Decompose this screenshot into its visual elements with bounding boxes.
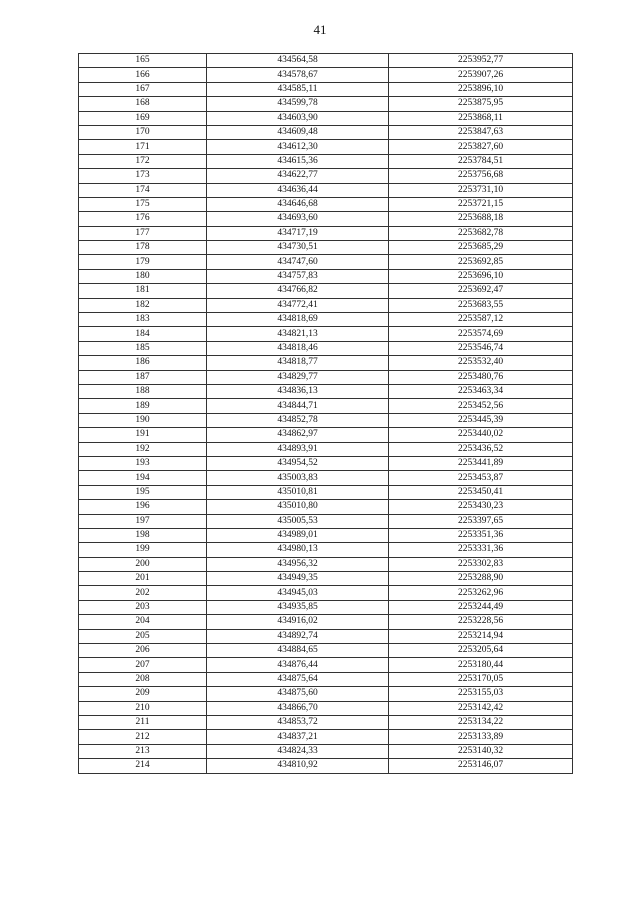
y-coordinate-cell: 2253288,90: [389, 572, 573, 586]
y-coordinate-cell: 2253683,55: [389, 298, 573, 312]
table-row: [79, 658, 573, 672]
point-number-cell: 206: [79, 644, 207, 658]
table-row: [79, 284, 573, 298]
x-coordinate-cell: 434935,85: [207, 600, 389, 614]
y-coordinate-cell: 2253907,26: [389, 68, 573, 82]
x-coordinate-cell: 434578,67: [207, 68, 389, 82]
x-coordinate-cell: 434585,11: [207, 82, 389, 96]
table-row: [79, 370, 573, 384]
table-row: [79, 68, 573, 82]
y-coordinate-cell: 2253445,39: [389, 413, 573, 427]
point-number-cell: 165: [79, 54, 207, 68]
table-row: [79, 241, 573, 255]
table-row: [79, 557, 573, 571]
y-coordinate-cell: 2253397,65: [389, 514, 573, 528]
y-coordinate-cell: 2253133,89: [389, 730, 573, 744]
x-coordinate-cell: 434646,68: [207, 197, 389, 211]
y-coordinate-cell: 2253436,52: [389, 442, 573, 456]
x-coordinate-cell: 434766,82: [207, 284, 389, 298]
point-number-cell: 170: [79, 125, 207, 139]
point-number-cell: 183: [79, 313, 207, 327]
x-coordinate-cell: 434916,02: [207, 615, 389, 629]
x-coordinate-cell: 434980,13: [207, 543, 389, 557]
table-row: [79, 197, 573, 211]
y-coordinate-cell: 2253480,76: [389, 370, 573, 384]
point-number-cell: 187: [79, 370, 207, 384]
point-number-cell: 169: [79, 111, 207, 125]
x-coordinate-cell: 434837,21: [207, 730, 389, 744]
x-coordinate-cell: 435005,53: [207, 514, 389, 528]
x-coordinate-cell: 434853,72: [207, 715, 389, 729]
x-coordinate-cell: 434757,83: [207, 269, 389, 283]
table-row: [79, 744, 573, 758]
table-row: [79, 255, 573, 269]
x-coordinate-cell: 434956,32: [207, 557, 389, 571]
point-number-cell: 202: [79, 586, 207, 600]
point-number-cell: 184: [79, 327, 207, 341]
point-number-cell: 185: [79, 341, 207, 355]
x-coordinate-cell: 434844,71: [207, 399, 389, 413]
table-row: [79, 442, 573, 456]
y-coordinate-cell: 2253180,44: [389, 658, 573, 672]
x-coordinate-cell: 434810,92: [207, 759, 389, 773]
y-coordinate-cell: 2253696,10: [389, 269, 573, 283]
y-coordinate-cell: 2253574,69: [389, 327, 573, 341]
y-coordinate-cell: 2253430,23: [389, 500, 573, 514]
point-number-cell: 167: [79, 82, 207, 96]
point-number-cell: 195: [79, 485, 207, 499]
y-coordinate-cell: 2253142,42: [389, 701, 573, 715]
y-coordinate-cell: 2253587,12: [389, 313, 573, 327]
point-number-cell: 175: [79, 197, 207, 211]
point-number-cell: 173: [79, 169, 207, 183]
point-number-cell: 213: [79, 744, 207, 758]
table-row: [79, 269, 573, 283]
x-coordinate-cell: 434636,44: [207, 183, 389, 197]
table-row: [79, 169, 573, 183]
x-coordinate-cell: 434615,36: [207, 154, 389, 168]
point-number-cell: 214: [79, 759, 207, 773]
y-coordinate-cell: 2253721,15: [389, 197, 573, 211]
point-number-cell: 205: [79, 629, 207, 643]
table-row: [79, 715, 573, 729]
table-row: [79, 125, 573, 139]
table-row: [79, 313, 573, 327]
y-coordinate-cell: 2253875,95: [389, 97, 573, 111]
y-coordinate-cell: 2253155,03: [389, 687, 573, 701]
x-coordinate-cell: 434954,52: [207, 456, 389, 470]
x-coordinate-cell: 434693,60: [207, 212, 389, 226]
x-coordinate-cell: 434622,77: [207, 169, 389, 183]
point-number-cell: 201: [79, 572, 207, 586]
point-number-cell: 180: [79, 269, 207, 283]
y-coordinate-cell: 2253896,10: [389, 82, 573, 96]
x-coordinate-cell: 434818,77: [207, 356, 389, 370]
x-coordinate-cell: 434730,51: [207, 241, 389, 255]
point-number-cell: 203: [79, 600, 207, 614]
point-number-cell: 204: [79, 615, 207, 629]
point-number-cell: 196: [79, 500, 207, 514]
x-coordinate-cell: 434609,48: [207, 125, 389, 139]
x-coordinate-cell: 434884,65: [207, 644, 389, 658]
table-row: [79, 701, 573, 715]
point-number-cell: 197: [79, 514, 207, 528]
x-coordinate-cell: 434893,91: [207, 442, 389, 456]
table-row: [79, 615, 573, 629]
x-coordinate-cell: 435003,83: [207, 471, 389, 485]
point-number-cell: 186: [79, 356, 207, 370]
y-coordinate-cell: 2253847,63: [389, 125, 573, 139]
table-row: [79, 629, 573, 643]
point-number-cell: 199: [79, 543, 207, 557]
point-number-cell: 210: [79, 701, 207, 715]
y-coordinate-cell: 2253302,83: [389, 557, 573, 571]
y-coordinate-cell: 2253228,56: [389, 615, 573, 629]
coordinates-table-body: [79, 54, 573, 774]
point-number-cell: 174: [79, 183, 207, 197]
table-row: [79, 226, 573, 240]
y-coordinate-cell: 2253731,10: [389, 183, 573, 197]
table-row: [79, 341, 573, 355]
table-row: [79, 327, 573, 341]
page-number: 41: [313, 22, 327, 37]
point-number-cell: 189: [79, 399, 207, 413]
x-coordinate-cell: 434836,13: [207, 384, 389, 398]
table-row: [79, 384, 573, 398]
y-coordinate-cell: 2253952,77: [389, 54, 573, 68]
point-number-cell: 207: [79, 658, 207, 672]
y-coordinate-cell: 2253170,05: [389, 672, 573, 686]
y-coordinate-cell: 2253692,85: [389, 255, 573, 269]
table-row: [79, 399, 573, 413]
table-row: [79, 543, 573, 557]
y-coordinate-cell: 2253351,36: [389, 528, 573, 542]
y-coordinate-cell: 2253682,78: [389, 226, 573, 240]
table-row: [79, 500, 573, 514]
point-number-cell: 182: [79, 298, 207, 312]
x-coordinate-cell: 434599,78: [207, 97, 389, 111]
table-row: [79, 111, 573, 125]
point-number-cell: 198: [79, 528, 207, 542]
table-row: [79, 759, 573, 773]
table-row: [79, 54, 573, 68]
x-coordinate-cell: 435010,80: [207, 500, 389, 514]
y-coordinate-cell: 2253685,29: [389, 241, 573, 255]
y-coordinate-cell: 2253784,51: [389, 154, 573, 168]
table-row: [79, 730, 573, 744]
x-coordinate-cell: 434949,35: [207, 572, 389, 586]
x-coordinate-cell: 434603,90: [207, 111, 389, 125]
table-row: [79, 154, 573, 168]
y-coordinate-cell: 2253546,74: [389, 341, 573, 355]
table-row: [79, 298, 573, 312]
y-coordinate-cell: 2253140,32: [389, 744, 573, 758]
y-coordinate-cell: 2253205,64: [389, 644, 573, 658]
point-number-cell: 178: [79, 241, 207, 255]
point-number-cell: 177: [79, 226, 207, 240]
y-coordinate-cell: 2253688,18: [389, 212, 573, 226]
x-coordinate-cell: 434772,41: [207, 298, 389, 312]
x-coordinate-cell: 435010,81: [207, 485, 389, 499]
x-coordinate-cell: 434945,03: [207, 586, 389, 600]
x-coordinate-cell: 434717,19: [207, 226, 389, 240]
y-coordinate-cell: 2253827,60: [389, 140, 573, 154]
y-coordinate-cell: 2253692,47: [389, 284, 573, 298]
point-number-cell: 193: [79, 456, 207, 470]
x-coordinate-cell: 434852,78: [207, 413, 389, 427]
table-row: [79, 183, 573, 197]
table-row: [79, 428, 573, 442]
x-coordinate-cell: 434862,97: [207, 428, 389, 442]
y-coordinate-cell: 2253440,02: [389, 428, 573, 442]
point-number-cell: 179: [79, 255, 207, 269]
table-row: [79, 82, 573, 96]
table-row: [79, 485, 573, 499]
table-row: [79, 140, 573, 154]
table-row: [79, 644, 573, 658]
y-coordinate-cell: 2253532,40: [389, 356, 573, 370]
y-coordinate-cell: 2253331,36: [389, 543, 573, 557]
point-number-cell: 191: [79, 428, 207, 442]
x-coordinate-cell: 434866,70: [207, 701, 389, 715]
y-coordinate-cell: 2253214,94: [389, 629, 573, 643]
x-coordinate-cell: 434747,60: [207, 255, 389, 269]
coordinates-table: [78, 53, 573, 774]
point-number-cell: 212: [79, 730, 207, 744]
table-row: [79, 586, 573, 600]
table-row: [79, 514, 573, 528]
table-row: [79, 212, 573, 226]
y-coordinate-cell: 2253463,34: [389, 384, 573, 398]
x-coordinate-cell: 434989,01: [207, 528, 389, 542]
y-coordinate-cell: 2253452,56: [389, 399, 573, 413]
y-coordinate-cell: 2253262,96: [389, 586, 573, 600]
table-row: [79, 413, 573, 427]
x-coordinate-cell: 434818,69: [207, 313, 389, 327]
x-coordinate-cell: 434892,74: [207, 629, 389, 643]
point-number-cell: 190: [79, 413, 207, 427]
y-coordinate-cell: 2253756,68: [389, 169, 573, 183]
point-number-cell: 176: [79, 212, 207, 226]
table-row: [79, 687, 573, 701]
table-row: [79, 672, 573, 686]
y-coordinate-cell: 2253453,87: [389, 471, 573, 485]
y-coordinate-cell: 2253441,89: [389, 456, 573, 470]
x-coordinate-cell: 434818,46: [207, 341, 389, 355]
point-number-cell: 166: [79, 68, 207, 82]
point-number-cell: 211: [79, 715, 207, 729]
x-coordinate-cell: 434612,30: [207, 140, 389, 154]
table-row: [79, 97, 573, 111]
point-number-cell: 209: [79, 687, 207, 701]
point-number-cell: 188: [79, 384, 207, 398]
point-number-cell: 168: [79, 97, 207, 111]
table-row: [79, 572, 573, 586]
y-coordinate-cell: 2253146,07: [389, 759, 573, 773]
point-number-cell: 172: [79, 154, 207, 168]
point-number-cell: 171: [79, 140, 207, 154]
point-number-cell: 181: [79, 284, 207, 298]
point-number-cell: 194: [79, 471, 207, 485]
table-row: [79, 356, 573, 370]
point-number-cell: 200: [79, 557, 207, 571]
table-row: [79, 600, 573, 614]
x-coordinate-cell: 434564,58: [207, 54, 389, 68]
x-coordinate-cell: 434876,44: [207, 658, 389, 672]
table-row: [79, 528, 573, 542]
table-row: [79, 471, 573, 485]
x-coordinate-cell: 434875,60: [207, 687, 389, 701]
point-number-cell: 192: [79, 442, 207, 456]
table-row: [79, 456, 573, 470]
y-coordinate-cell: 2253868,11: [389, 111, 573, 125]
point-number-cell: 208: [79, 672, 207, 686]
y-coordinate-cell: 2253134,22: [389, 715, 573, 729]
x-coordinate-cell: 434821,13: [207, 327, 389, 341]
y-coordinate-cell: 2253244,49: [389, 600, 573, 614]
x-coordinate-cell: 434875,64: [207, 672, 389, 686]
x-coordinate-cell: 434829,77: [207, 370, 389, 384]
y-coordinate-cell: 2253450,41: [389, 485, 573, 499]
x-coordinate-cell: 434824,33: [207, 744, 389, 758]
